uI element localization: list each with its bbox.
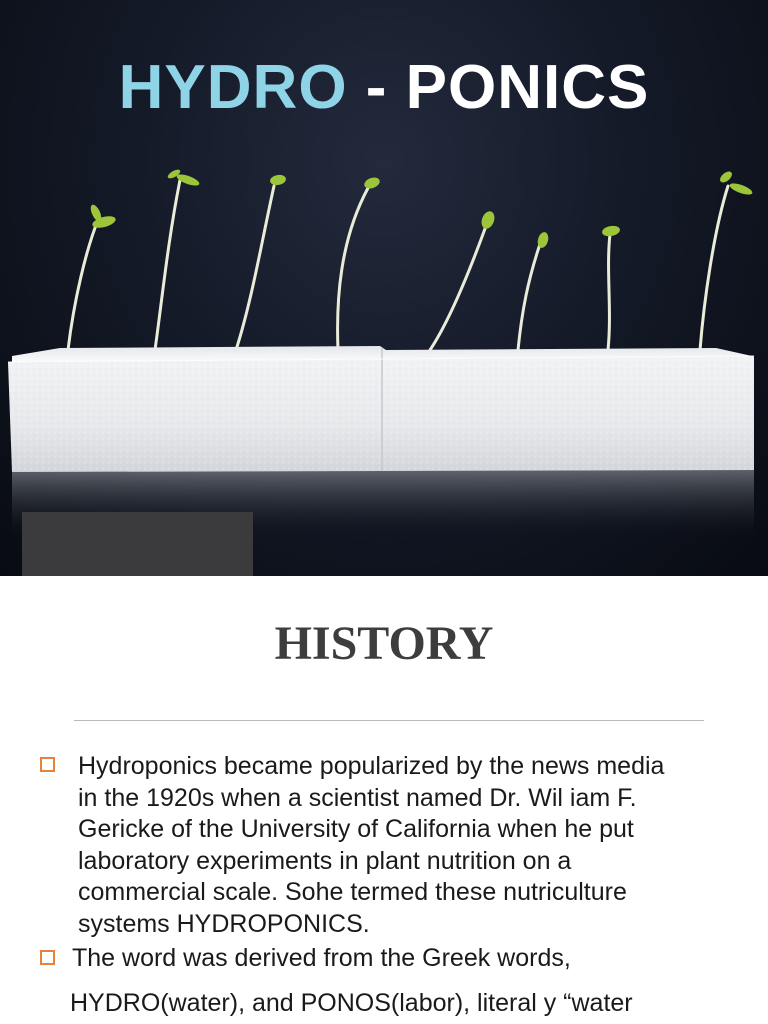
seedling-leaves (89, 168, 754, 249)
checkbox-bullet-icon (40, 950, 55, 965)
bullet-1-line: commercial scale. Sohe termed these nutriculture (78, 878, 627, 906)
title-ponics: - PONICS (347, 53, 650, 122)
bullet-1-line: Hydroponics became popularized by the news media (78, 752, 665, 780)
history-heading: HISTORY (274, 617, 494, 670)
history-slide (0, 576, 768, 1024)
bullet-2-line: HYDRO(water), and PONOS(labor), literal y “water (70, 989, 633, 1017)
seedling-stems (68, 180, 728, 350)
bullet-2-line: The word was derived from the Greek words, (72, 944, 571, 972)
bullet-1-line: systems HYDROPONICS. (78, 909, 370, 938)
bullet-1-line: laboratory experiments in plant nutrition on a (78, 846, 572, 875)
dark-placeholder-box (22, 512, 253, 576)
slide-title (0, 52, 768, 124)
bullet-1-line: Gericke of the University of California when he put (78, 815, 634, 843)
bullet-2-continuation (70, 988, 633, 1020)
bullet-2 (72, 943, 571, 975)
title-hydro: HYDRO (118, 53, 348, 122)
bullet-1-line: in the 1920s when a scientist named Dr. Wil iam F. (78, 783, 637, 812)
heading-divider (74, 720, 704, 721)
checkbox-bullet-icon (40, 757, 55, 772)
bullet-1 (78, 751, 664, 940)
